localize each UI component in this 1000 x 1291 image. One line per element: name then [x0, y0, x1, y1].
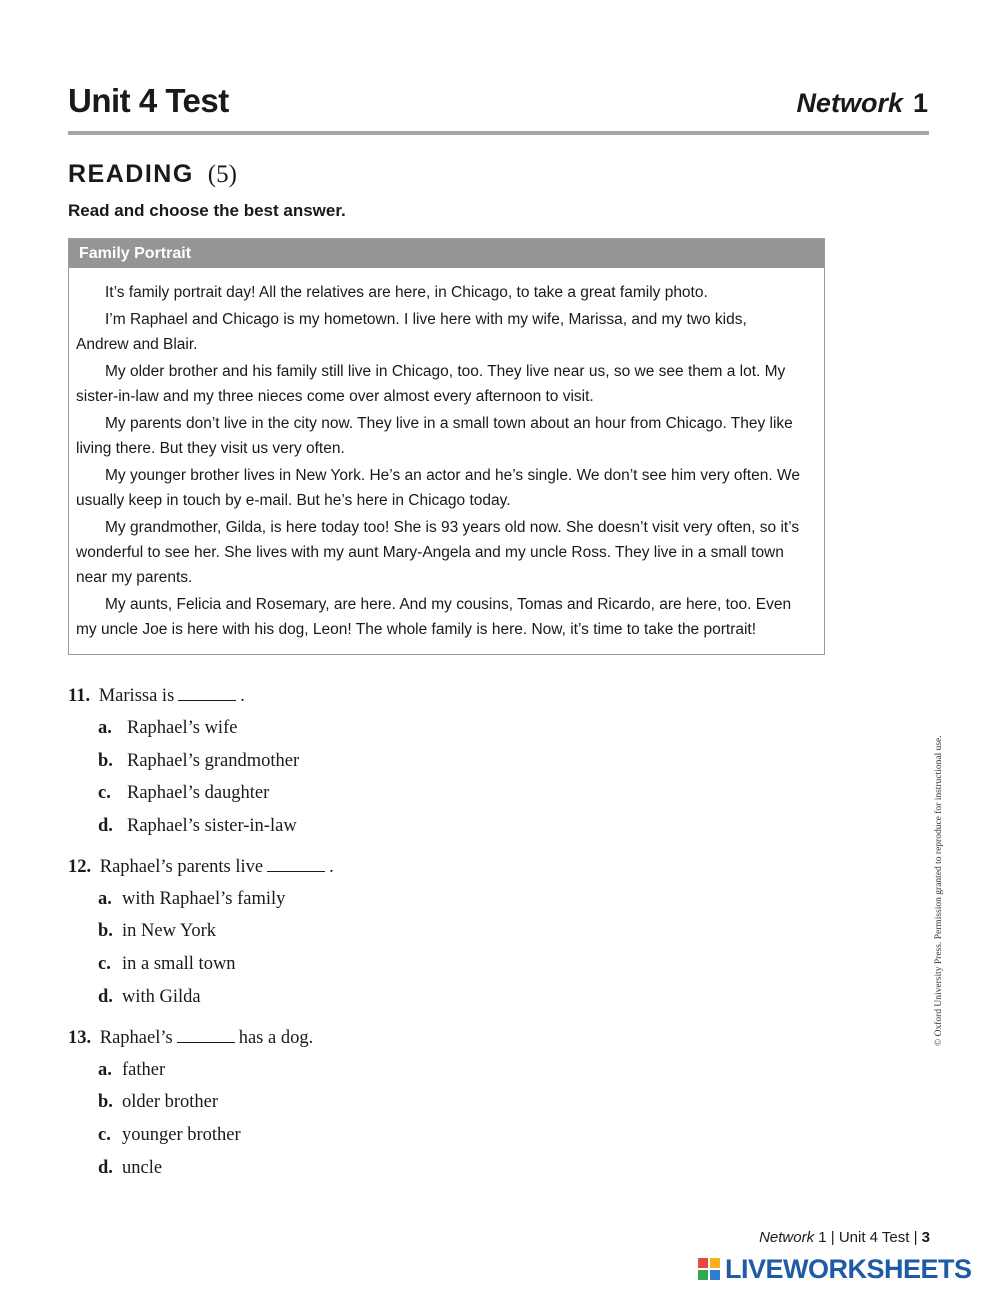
question-stem	[68, 680, 868, 712]
option-letter: b.	[98, 1092, 113, 1113]
passage-paragraph: My parents don’t live in the city now. They live in a small town about an hour from Chicago. They like living there. But they visit us very often.	[76, 415, 793, 457]
page-number: 3	[921, 1229, 930, 1246]
answer-option-d[interactable]	[68, 981, 868, 1014]
option-text: Raphael’s sister-in-law	[127, 816, 297, 837]
option-text: in a small town	[122, 954, 236, 975]
instructions: Read and choose the best answer.	[68, 201, 346, 220]
question-11	[68, 680, 868, 843]
option-text: with Gilda	[122, 986, 201, 1007]
answer-option-c[interactable]	[68, 1119, 868, 1152]
footer-brand: Network	[759, 1229, 815, 1246]
header-divider	[68, 131, 929, 135]
option-text: Raphael’s daughter	[127, 783, 270, 804]
answer-option-d[interactable]	[68, 810, 868, 843]
stem-text: Raphael’s	[99, 1027, 173, 1048]
option-letter: c.	[98, 783, 111, 804]
option-letter: c.	[98, 1124, 111, 1145]
brand-name: Network	[796, 88, 903, 118]
option-text: Raphael’s grandmother	[127, 750, 300, 771]
option-letter: a.	[98, 718, 112, 738]
answer-blank[interactable]	[177, 1028, 235, 1043]
question-list	[68, 680, 868, 1192]
option-text: older brother	[122, 1092, 219, 1113]
option-text: father	[122, 1059, 166, 1080]
option-text: uncle	[122, 1157, 163, 1178]
question-stem	[68, 851, 868, 883]
passage-paragraph: I’m Raphael and Chicago is my hometown. I live here with my wife, Marissa, and my two kids, Andrew and Blair.	[76, 311, 747, 353]
answer-option-b[interactable]	[68, 915, 868, 948]
option-text: younger brother	[122, 1124, 241, 1145]
page-footer	[759, 1229, 930, 1246]
option-letter: a.	[98, 1059, 112, 1080]
section-name: READING	[68, 160, 194, 188]
answer-option-b[interactable]	[68, 1086, 868, 1119]
option-text: Raphael’s wife	[127, 718, 238, 738]
stem-text-after: .	[329, 856, 334, 877]
option-text: in New York	[122, 921, 217, 942]
stem-text: Raphael’s parents live	[99, 856, 264, 877]
option-letter: d.	[98, 1157, 113, 1178]
option-letter: d.	[98, 816, 113, 837]
answer-option-a[interactable]	[68, 1054, 868, 1087]
answer-option-c[interactable]	[68, 777, 868, 810]
question-number: 13.	[68, 1027, 92, 1048]
answer-option-a[interactable]	[68, 712, 868, 745]
option-text: with Raphael’s family	[122, 888, 286, 909]
passage-title: Family Portrait	[69, 239, 824, 268]
stem-text-after: has a dog.	[238, 1027, 314, 1048]
answer-option-d[interactable]	[68, 1152, 868, 1185]
copyright-notice: © Oxford University Press. Permission granted to reproduce for instructional use.	[934, 735, 944, 1046]
question-number: 11.	[68, 686, 91, 706]
answer-option-b[interactable]	[68, 745, 868, 778]
reading-passage-box	[68, 238, 825, 655]
passage-paragraph: My aunts, Felicia and Rosemary, are here. And my cousins, Tomas and Ricardo, are here, too. Even my uncle Joe is here with his dog, Leon! The whole family is here. Now, it’s time to take the portrait!	[76, 596, 792, 638]
section-score: (5)	[207, 161, 237, 188]
footer-text: 1 | Unit 4 Test |	[814, 1229, 922, 1246]
logo-cubes-icon	[698, 1258, 722, 1280]
page-title: Unit 4 Test	[68, 82, 229, 119]
answer-blank[interactable]	[178, 686, 236, 701]
passage-paragraph: It’s family portrait day! All the relatives are here, in Chicago, to take a great family photo.	[105, 284, 708, 301]
section-heading	[68, 160, 237, 189]
answer-blank[interactable]	[267, 857, 325, 872]
liveworksheets-logo	[698, 1254, 994, 1284]
brand-level: 1	[912, 88, 928, 118]
logo-text: LIVEWORKSHEETS	[725, 1254, 972, 1284]
question-stem	[68, 1022, 868, 1054]
passage-paragraph: My younger brother lives in New York. He’s an actor and he’s single. We don’t see him very often. We usually keep in touch by e-mail. But he’s here in Chicago today.	[76, 467, 800, 509]
option-letter: b.	[98, 750, 113, 771]
option-letter: b.	[98, 921, 113, 942]
passage-body	[69, 268, 824, 642]
option-letter: d.	[98, 986, 113, 1007]
question-13	[68, 1022, 868, 1185]
question-12	[68, 851, 868, 1014]
option-letter: a.	[98, 888, 112, 909]
answer-option-c[interactable]	[68, 948, 868, 981]
stem-text-after: .	[240, 686, 245, 706]
series-brand	[796, 88, 928, 119]
passage-paragraph: My older brother and his family still live in Chicago, too. They live near us, so we see them a lot. My sister-in-law and my three nieces come over almost every afternoon to visit.	[76, 363, 786, 405]
question-number: 12.	[68, 856, 92, 877]
option-letter: c.	[98, 954, 111, 975]
passage-paragraph: My grandmother, Gilda, is here today too! She is 93 years old now. She doesn’t visit very often, so it’s wonderful to see her. She lives with my aunt Mary-Angela and my uncle Ross. They live in a small town near my parents.	[76, 519, 800, 586]
answer-option-a[interactable]	[68, 883, 868, 916]
stem-text: Marissa is	[98, 686, 175, 706]
